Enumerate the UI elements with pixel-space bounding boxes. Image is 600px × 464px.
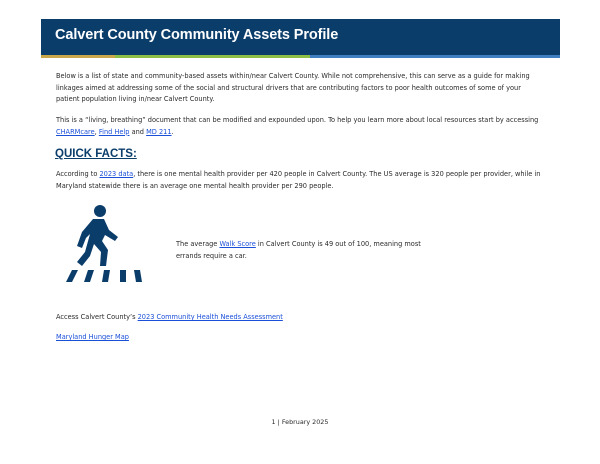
- fact-text-before: According to: [56, 170, 100, 178]
- chna-line: [56, 313, 283, 321]
- 2023-data-link[interactable]: 2023 data: [99, 170, 134, 178]
- walk-score-text: [176, 238, 436, 262]
- header-rule-gold: [41, 55, 115, 58]
- walk-text-before: The average: [176, 240, 220, 248]
- living-document-paragraph: [56, 115, 546, 138]
- living-doc-sep2: and: [129, 127, 147, 136]
- pedestrian-crosswalk-icon: [62, 204, 142, 284]
- charmcare-link[interactable]: CHARMcare: [56, 127, 95, 136]
- living-doc-end: .: [171, 127, 174, 136]
- walk-text-after: in Calvert County is 49 out of 100, meaning most errands require a car.: [176, 240, 421, 260]
- header-rule-green: [115, 55, 310, 58]
- chna-text: Access Calvert County’s: [56, 313, 138, 321]
- page-header: [41, 19, 560, 55]
- intro-paragraph: Below is a list of state and community-based assets within/near Calvert County. While not comprehensive, this can serve as a guide for making linkages aimed at addressing some of the social and structural drivers that are contributing factors to poor health outcomes of some of your patient population living in/near Calvert County.: [56, 72, 530, 103]
- md-211-link[interactable]: MD 211: [146, 127, 172, 136]
- maryland-hunger-map-link[interactable]: Maryland Hunger Map: [56, 333, 129, 341]
- walk-score-link[interactable]: Walk Score: [219, 240, 256, 248]
- quick-facts-heading: QUICK FACTS:: [55, 148, 137, 160]
- page-title: Calvert County Community Assets Profile: [55, 27, 339, 43]
- find-help-link[interactable]: Find Help: [98, 127, 130, 136]
- fact-text-after: , there is one mental health provider per 420 people in Calvert County. The US average is 320 people per provider, while in Maryland statewide there is an average one mental health provider per 290 people.: [56, 170, 541, 190]
- page-footer: 1 | February 2025: [271, 418, 329, 426]
- living-doc-text: This is a “living, breathing” document that can be modified and expounded upon. To help you learn more about local resources start by accessing: [56, 116, 539, 124]
- header-rule-blue: [310, 55, 560, 58]
- living-doc-sep1: ,: [94, 127, 99, 136]
- mental-health-fact: [56, 169, 546, 192]
- chna-link[interactable]: 2023 Community Health Needs Assessment: [137, 313, 283, 321]
- hunger-map-line: [56, 333, 129, 341]
